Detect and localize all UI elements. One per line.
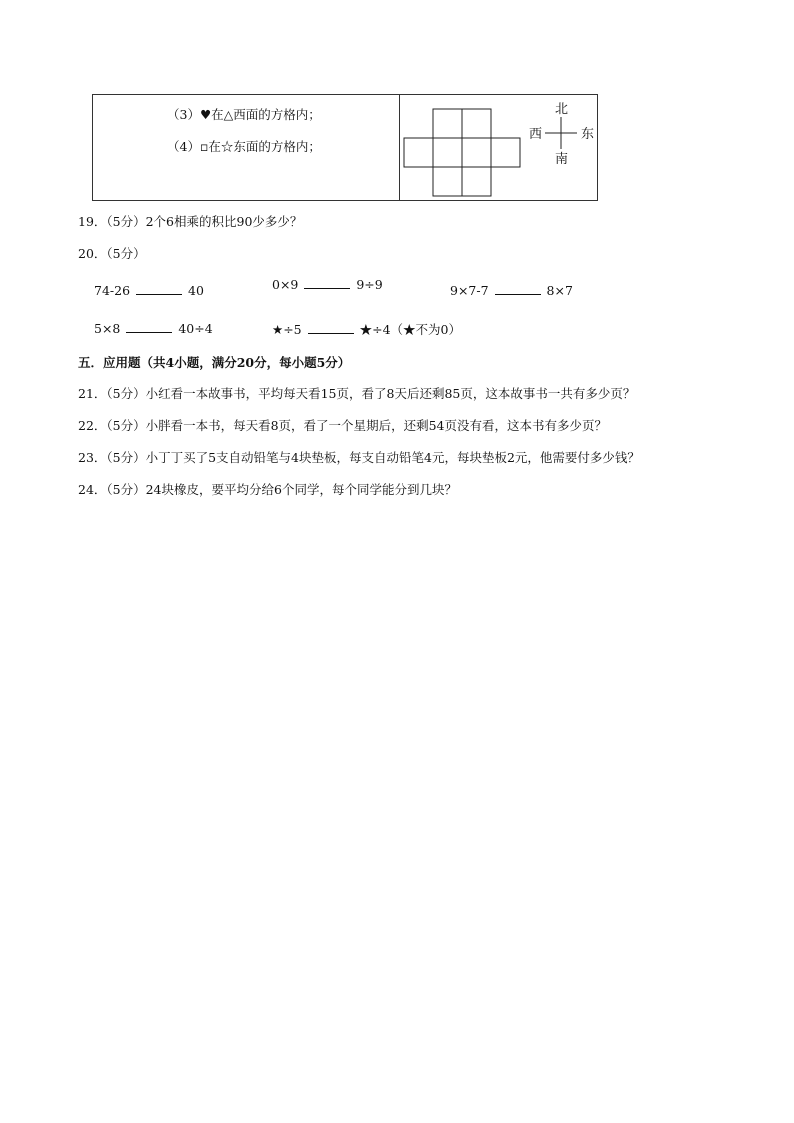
compass-north: 北 [555, 102, 569, 117]
compass-south: 南 [555, 152, 569, 167]
question-table [92, 94, 598, 201]
grid-cell [462, 138, 491, 167]
question-24: 24．（5分）24块橡皮，要平均分给6个同学，每个同学能分到几块？ [78, 482, 457, 497]
item-4: （4）▫在☆东面的方格内； [167, 139, 321, 154]
compass-east: 东 [581, 127, 595, 142]
comparison-3 [450, 282, 573, 298]
comparison-right: 9÷9 [356, 277, 383, 292]
compass-west: 西 [529, 127, 543, 142]
comparison-1 [94, 282, 204, 298]
comparison-left: 9×7-7 [450, 283, 489, 298]
grid-cell [433, 138, 462, 167]
comparison-5 [272, 320, 461, 338]
comparison-left: ★÷5 [272, 322, 302, 337]
answer-blank[interactable] [304, 276, 350, 289]
comparison-right: 40÷4 [178, 321, 213, 336]
answer-blank[interactable] [495, 282, 541, 295]
comparison-right: 40 [188, 283, 204, 298]
question-23: 23．（5分）小丁丁买了5支自动铅笔与4块垫板，每支自动铅笔4元，每块垫板2元，他需要付多少钱？ [78, 450, 640, 465]
grid-cell [433, 167, 462, 196]
grid-diagram [93, 95, 599, 202]
answer-blank[interactable] [136, 282, 182, 295]
grid-cell [462, 109, 491, 138]
section-heading: 五．应用题（共4小题，满分20分，每小题5分） [78, 355, 351, 370]
answer-blank[interactable] [126, 320, 172, 333]
comparison-right: 8×7 [546, 283, 573, 298]
comparison-right: ★÷4（★不为0） [359, 322, 461, 337]
grid-cell [404, 138, 433, 167]
comparison-left: 0×9 [272, 277, 299, 292]
answer-blank[interactable] [308, 321, 354, 334]
question-20-title: 20．（5分） [78, 246, 146, 261]
question-21: 21．（5分）小红看一本故事书，平均每天看15页，看了8天后还剩85页，这本故事书一共有多少页？ [78, 386, 636, 401]
comparison-left: 74-26 [94, 283, 131, 298]
item-3: （3）♥在△西面的方格内； [167, 107, 321, 122]
grid-cell [433, 109, 462, 138]
grid-cell [491, 138, 520, 167]
comparison-left: 5×8 [94, 321, 121, 336]
grid-cell [462, 167, 491, 196]
comparison-4 [94, 320, 213, 336]
question-22: 22．（5分）小胖看一本书，每天看8页，看了一个星期后，还剩54页没有看，这本书有多少页？ [78, 418, 607, 433]
comparison-2 [272, 276, 383, 292]
question-19: 19．（5分）2个6相乘的积比90少多少？ [78, 214, 303, 229]
